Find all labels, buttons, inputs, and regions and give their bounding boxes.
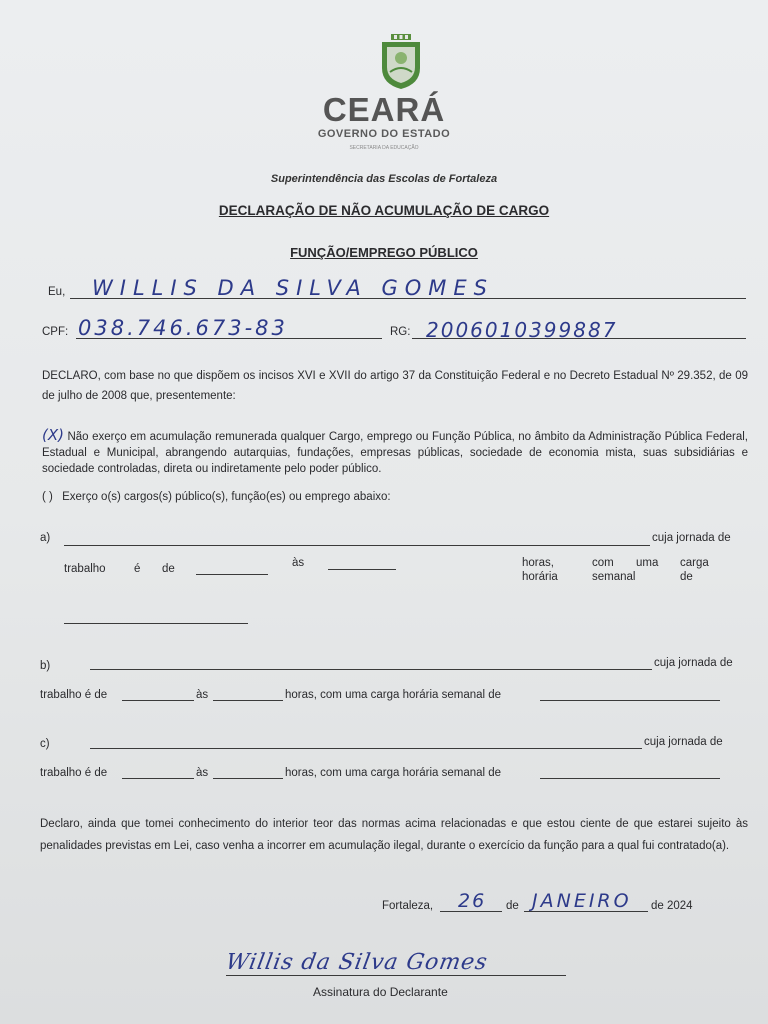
item-b-end-line[interactable] xyxy=(213,700,283,701)
item-b-as: às xyxy=(196,689,209,701)
item-c-carga-line[interactable] xyxy=(540,778,720,779)
item-b-start-line[interactable] xyxy=(122,700,194,701)
item-c-label: c) xyxy=(40,738,50,750)
date-day[interactable]: 26 xyxy=(458,890,487,912)
item-c-start-line[interactable] xyxy=(122,778,194,779)
item-c-trabalho: trabalho é de xyxy=(40,767,108,779)
eu-label: Eu, xyxy=(48,286,66,298)
item-a-trabalho: trabalho xyxy=(64,563,106,575)
item-c-cuja: cuja jornada de xyxy=(644,736,723,748)
item-b-carga-line[interactable] xyxy=(540,700,720,701)
item-b-cargo-line[interactable] xyxy=(90,669,652,670)
date-month[interactable]: JANEIRO xyxy=(532,890,632,912)
item-a-semanal: semanal xyxy=(592,571,636,583)
item-a-as: às xyxy=(292,557,305,569)
item-a-end-line[interactable] xyxy=(328,569,396,570)
rg-label: RG: xyxy=(390,326,411,338)
document-title: DECLARAÇÃO DE NÃO ACUMULAÇÃO DE CARGO xyxy=(218,203,550,218)
item-a-horas: horas, xyxy=(522,557,554,569)
item-a-uma: uma xyxy=(636,557,659,569)
item-a-e: é xyxy=(134,563,141,575)
state-crest-logo xyxy=(378,34,424,90)
title-row xyxy=(0,202,768,220)
date-de1: de xyxy=(506,900,519,912)
item-b-label: b) xyxy=(40,660,51,672)
signature-label: Assinatura do Declarante xyxy=(313,985,448,999)
cpf-label: CPF: xyxy=(42,326,69,338)
item-a-cargo-line xyxy=(64,545,650,546)
option-not-accumulating-text: Não exerço em acumulação remunerada qualquer Cargo, emprego ou Função Pública, no âmbito da Administração Pública Federal, Estadual e Municipal, abrangendo autarquias, fundações, empresas públicas, sociedade de economia mista, suas subsidiárias e sociedade controladas, direta ou indiretamente pelo poder público. xyxy=(42,431,748,475)
option-not-accumulating-checkbox[interactable]: (X) xyxy=(42,426,64,444)
option-not-accumulating xyxy=(42,427,748,477)
superintendencia-label: Superintendência das Escolas de Fortaleza xyxy=(270,173,498,185)
option-accumulating-checkbox[interactable]: ( ) xyxy=(42,491,53,503)
item-a-de: de xyxy=(162,563,175,575)
item-a-start-line[interactable] xyxy=(196,574,268,575)
signature-image: Willis da Silva Gomes xyxy=(223,950,490,975)
option-accumulating-text: Exerço o(s) cargos(s) público(s), função(es) ou emprego abaixo: xyxy=(62,491,391,503)
rg-field[interactable]: 2006010399887 xyxy=(426,318,618,342)
subtitle-row xyxy=(0,244,768,262)
date-city: Fortaleza, xyxy=(382,900,434,912)
item-a-horaria: horária xyxy=(522,571,558,583)
item-a-com: com xyxy=(592,557,614,569)
item-b-trabalho: trabalho é de xyxy=(40,689,108,701)
closing-paragraph: Declaro, ainda que tomei conhecimento do interior teor das normas acima relacionadas e que estou ciente de que estarei sujeito às penalidades previstas em Lei, caso venha a incorrer em acumulação ilegal, durante o exercício da função para a qual fui contratado(a). xyxy=(40,818,748,852)
item-c-as: às xyxy=(196,767,209,779)
date-year: de 2024 xyxy=(651,900,693,912)
item-a-cuja: cuja jornada de xyxy=(652,532,731,544)
item-a-carga: carga xyxy=(680,557,709,569)
item-a-de2: de xyxy=(680,571,693,583)
item-c-end-line[interactable] xyxy=(213,778,283,779)
option-accumulating xyxy=(42,491,391,503)
brand-title: CEARÁ xyxy=(322,91,446,128)
item-c-cargo-line[interactable] xyxy=(90,748,642,749)
item-b-horas: horas, com uma carga horária semanal de xyxy=(285,689,502,701)
name-field[interactable]: WILLIS DA SILVA GOMES xyxy=(92,276,494,300)
declaro-paragraph: DECLARO, com base no que dispõem os incisos XVI e XVII do artigo 37 da Constituição Federal e no Decreto Estadual Nº 29.352, de 09 de julho de 2008 que, presentemente: xyxy=(42,370,748,402)
item-b-cuja: cuja jornada de xyxy=(654,657,733,669)
brand-subtitle: GOVERNO DO ESTADO xyxy=(317,128,451,140)
document-subtitle: FUNÇÃO/EMPREGO PÚBLICO xyxy=(290,245,478,260)
signature-line xyxy=(226,975,566,976)
item-c-horas: horas, com uma carga horária semanal de xyxy=(285,767,502,779)
secretaria-label: SECRETARIA DA EDUCAÇÃO xyxy=(349,145,419,151)
cpf-field[interactable]: 038.746.673-83 xyxy=(78,316,288,340)
item-a-label: a) xyxy=(40,532,51,544)
item-a-carga-line[interactable] xyxy=(64,623,248,624)
